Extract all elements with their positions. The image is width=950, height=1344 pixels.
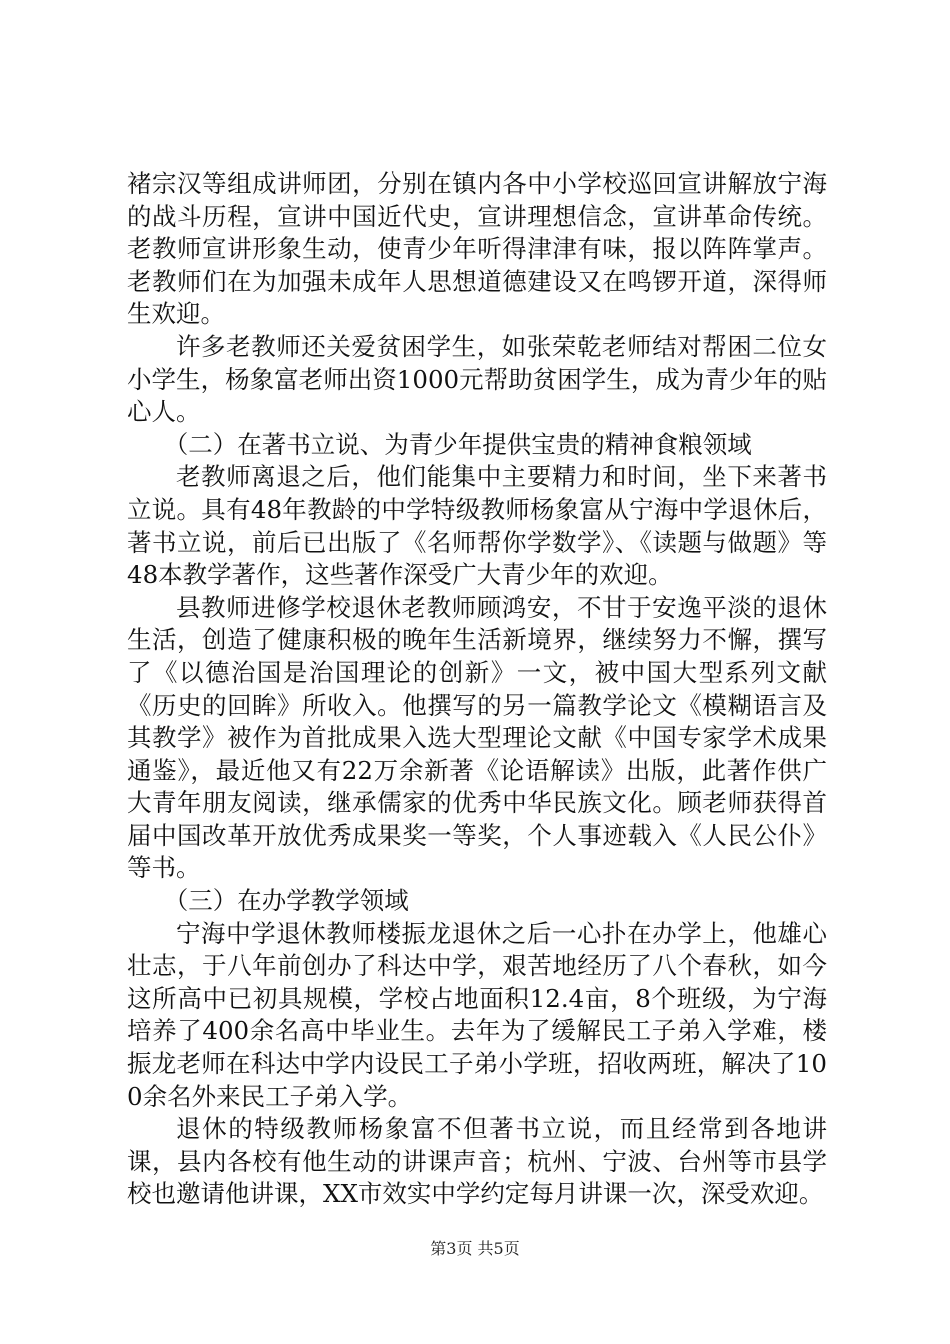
paragraph-poor-students: 许多老教师还关爱贫困学生，如张荣乾老师结对帮困二位女小学生，杨象富老师出资1000元帮助贫困学生，成为青少年的贴心人。 <box>127 331 827 427</box>
paragraph-lou-zhenlong: 宁海中学退休教师楼振龙退休之后一心扑在办学上，他雄心壮志，于八年前创办了科达中学，艰苦地经历了八个春秋，如今这所高中已初具规模，学校占地面积12.4亩，8个班级，为宁海培养了400余名高中毕业生。去年为了缓解民工子弟入学难，楼振龙老师在科达中学内设民工子弟小学班，招收两班，解决了100余名外来民工子弟入学。 <box>127 918 827 1111</box>
paragraph-lectures: 退休的特级教师杨象富不但著书立说，而且经常到各地讲课，县内各校有他生动的讲课声音；杭州、宁波、台州等市县学校也邀请他讲课，XX市效实中学约定每月讲课一次，深受欢迎。 <box>127 1114 827 1209</box>
paragraph-yang-xiangfu-books: 老教师离退之后，他们能集中主要精力和时间，坐下来著书立说。具有48年教龄的中学特级教师杨象富从宁海中学退休后，著书立说，前后已出版了《名师帮你学数学》、《读题与做题》等48本教学著作，这些著作深受广大青少年的欢迎。 <box>127 462 827 590</box>
page-number-footer: 第3页 共5页 <box>430 1239 520 1258</box>
document-body <box>127 168 827 1211</box>
paragraph-gu-hongan: 县教师进修学校退休老教师顾鸿安，不甘于安逸平淡的退休生活，创造了健康积极的晚年生活新境界，继续努力不懈，撰写了《以德治国是治国理论的创新》一文，被中国大型系列文献《历史的回眸》所收入。他撰写的另一篇教学论文《模糊语言及其教学》被作为首批成果入选大型理论文献《中国专家学术成果通鉴》，最近他又有22万余新著《论语解读》出版，此著作供广大青年朋友阅读，继承儒家的优秀中华民族文化。顾老师获得首届中国改革开放优秀成果奖一等奖，个人事迹载入《人民公仆》等书。 <box>127 592 827 883</box>
section-heading-teaching: （三）在办学教学领域 <box>163 886 409 916</box>
paragraph-continuation: 褚宗汉等组成讲师团，分别在镇内各中小学校巡回宣讲解放宁海的战斗历程，宣讲中国近代史，宣讲理想信念，宣讲革命传统。老教师宣讲形象生动，使青少年听得津津有味，报以阵阵掌声。老教师们在为加强未成年人思想道德建设又在鸣锣开道，深得师生欢迎。 <box>127 169 827 329</box>
section-heading-writing: （二）在著书立说、为青少年提供宝贵的精神食粮领域 <box>163 429 752 459</box>
